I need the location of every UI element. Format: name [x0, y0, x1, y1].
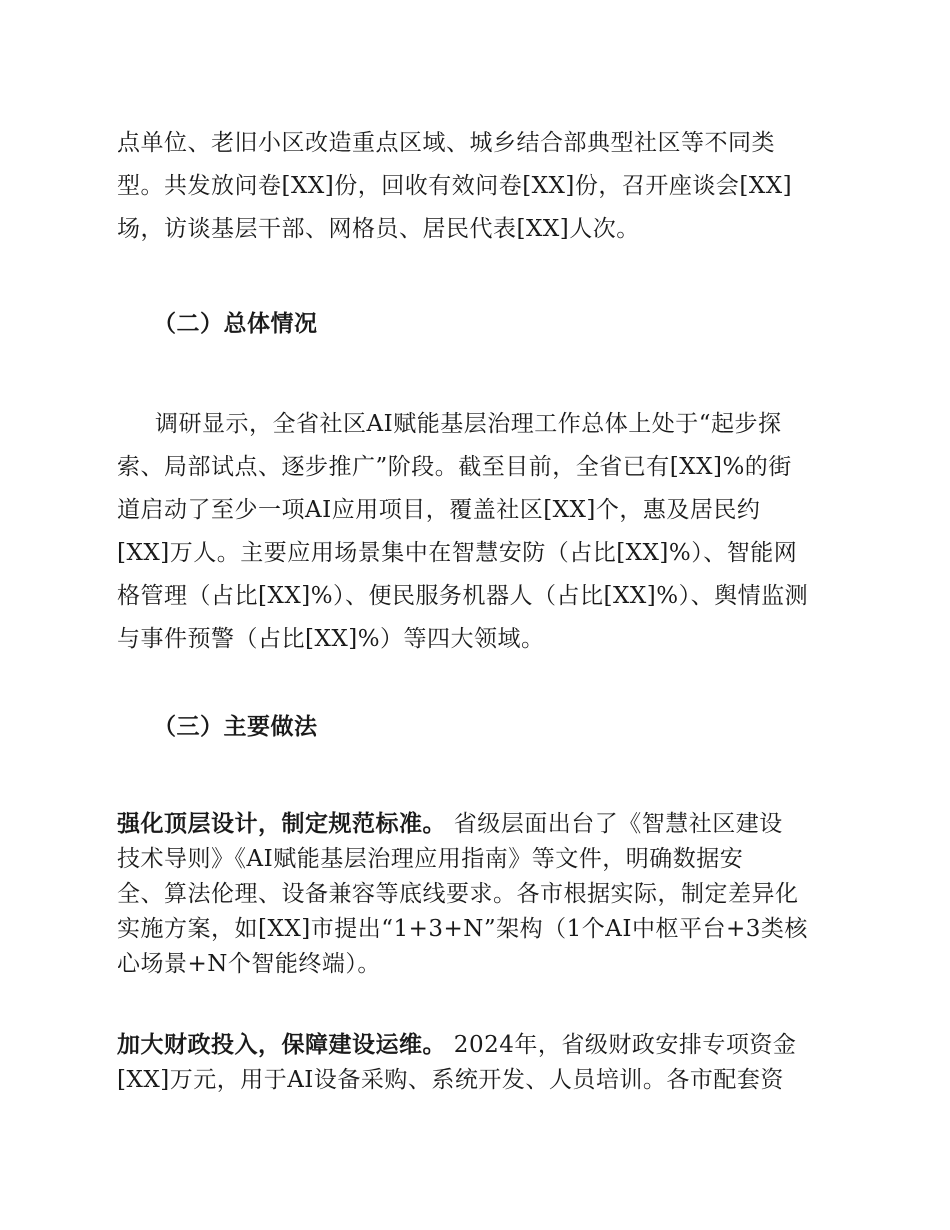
- paragraph-lead-text: 加大财政投入，保障建设运维。: [117, 1031, 446, 1058]
- text-line: 型。共发放问卷[XX]份，回收有效问卷[XX]份，召开座谈会[XX]: [117, 173, 793, 199]
- top-level-design-paragraph: [117, 806, 837, 982]
- fiscal-investment-paragraph: [117, 1027, 837, 1098]
- text-line: 2024年，省级财政安排专项资金: [446, 1032, 797, 1058]
- text-line: [XX]万人。主要应用场景集中在智慧安防（占比[XX]%）、智能网: [117, 540, 798, 566]
- text-line: 与事件预警（占比[XX]%）等四大领域。: [117, 626, 545, 652]
- section-heading-main-practices: （三）主要做法: [153, 713, 318, 740]
- section-heading-overall: （二）总体情况: [153, 310, 318, 337]
- text-line: [XX]万元，用于AI设备采购、系统开发、人员培训。各市配套资: [117, 1067, 784, 1093]
- text-line: 索、局部试点、逐步推广”阶段。截至目前，全省已有[XX]%的街: [117, 454, 792, 480]
- text-line: 心场景+N个智能终端）。: [117, 951, 381, 977]
- text-line: 场，访谈基层干部、网格员、居民代表[XX]人次。: [117, 216, 640, 242]
- text-line: 实施方案，如[XX]市提出“1+3+N”架构（1个AI中枢平台+3类核: [117, 916, 808, 942]
- text-line: 道启动了至少一项AI应用项目，覆盖社区[XX]个，惠及居民约: [117, 497, 761, 523]
- text-line: 格管理（占比[XX]%）、便民服务机器人（占比[XX]%）、舆情监测: [117, 583, 809, 609]
- overall-situation-paragraph: [117, 403, 837, 661]
- text-line: 点单位、老旧小区改造重点区域、城乡结合部典型社区等不同类: [117, 130, 775, 156]
- text-line: 技术导则》《AI赋能基层治理应用指南》等文件，明确数据安: [117, 846, 744, 872]
- text-line: 省级层面出台了《智慧社区建设: [446, 811, 783, 837]
- text-line: 调研显示，全省社区AI赋能基层治理工作总体上处于“起步探: [155, 411, 782, 437]
- text-line: 全、算法伦理、设备兼容等底线要求。各市根据实际，制定差异化: [117, 881, 799, 907]
- paragraph-lead-text: 强化顶层设计，制定规范标准。: [117, 810, 446, 837]
- survey-scope-paragraph: [117, 122, 837, 251]
